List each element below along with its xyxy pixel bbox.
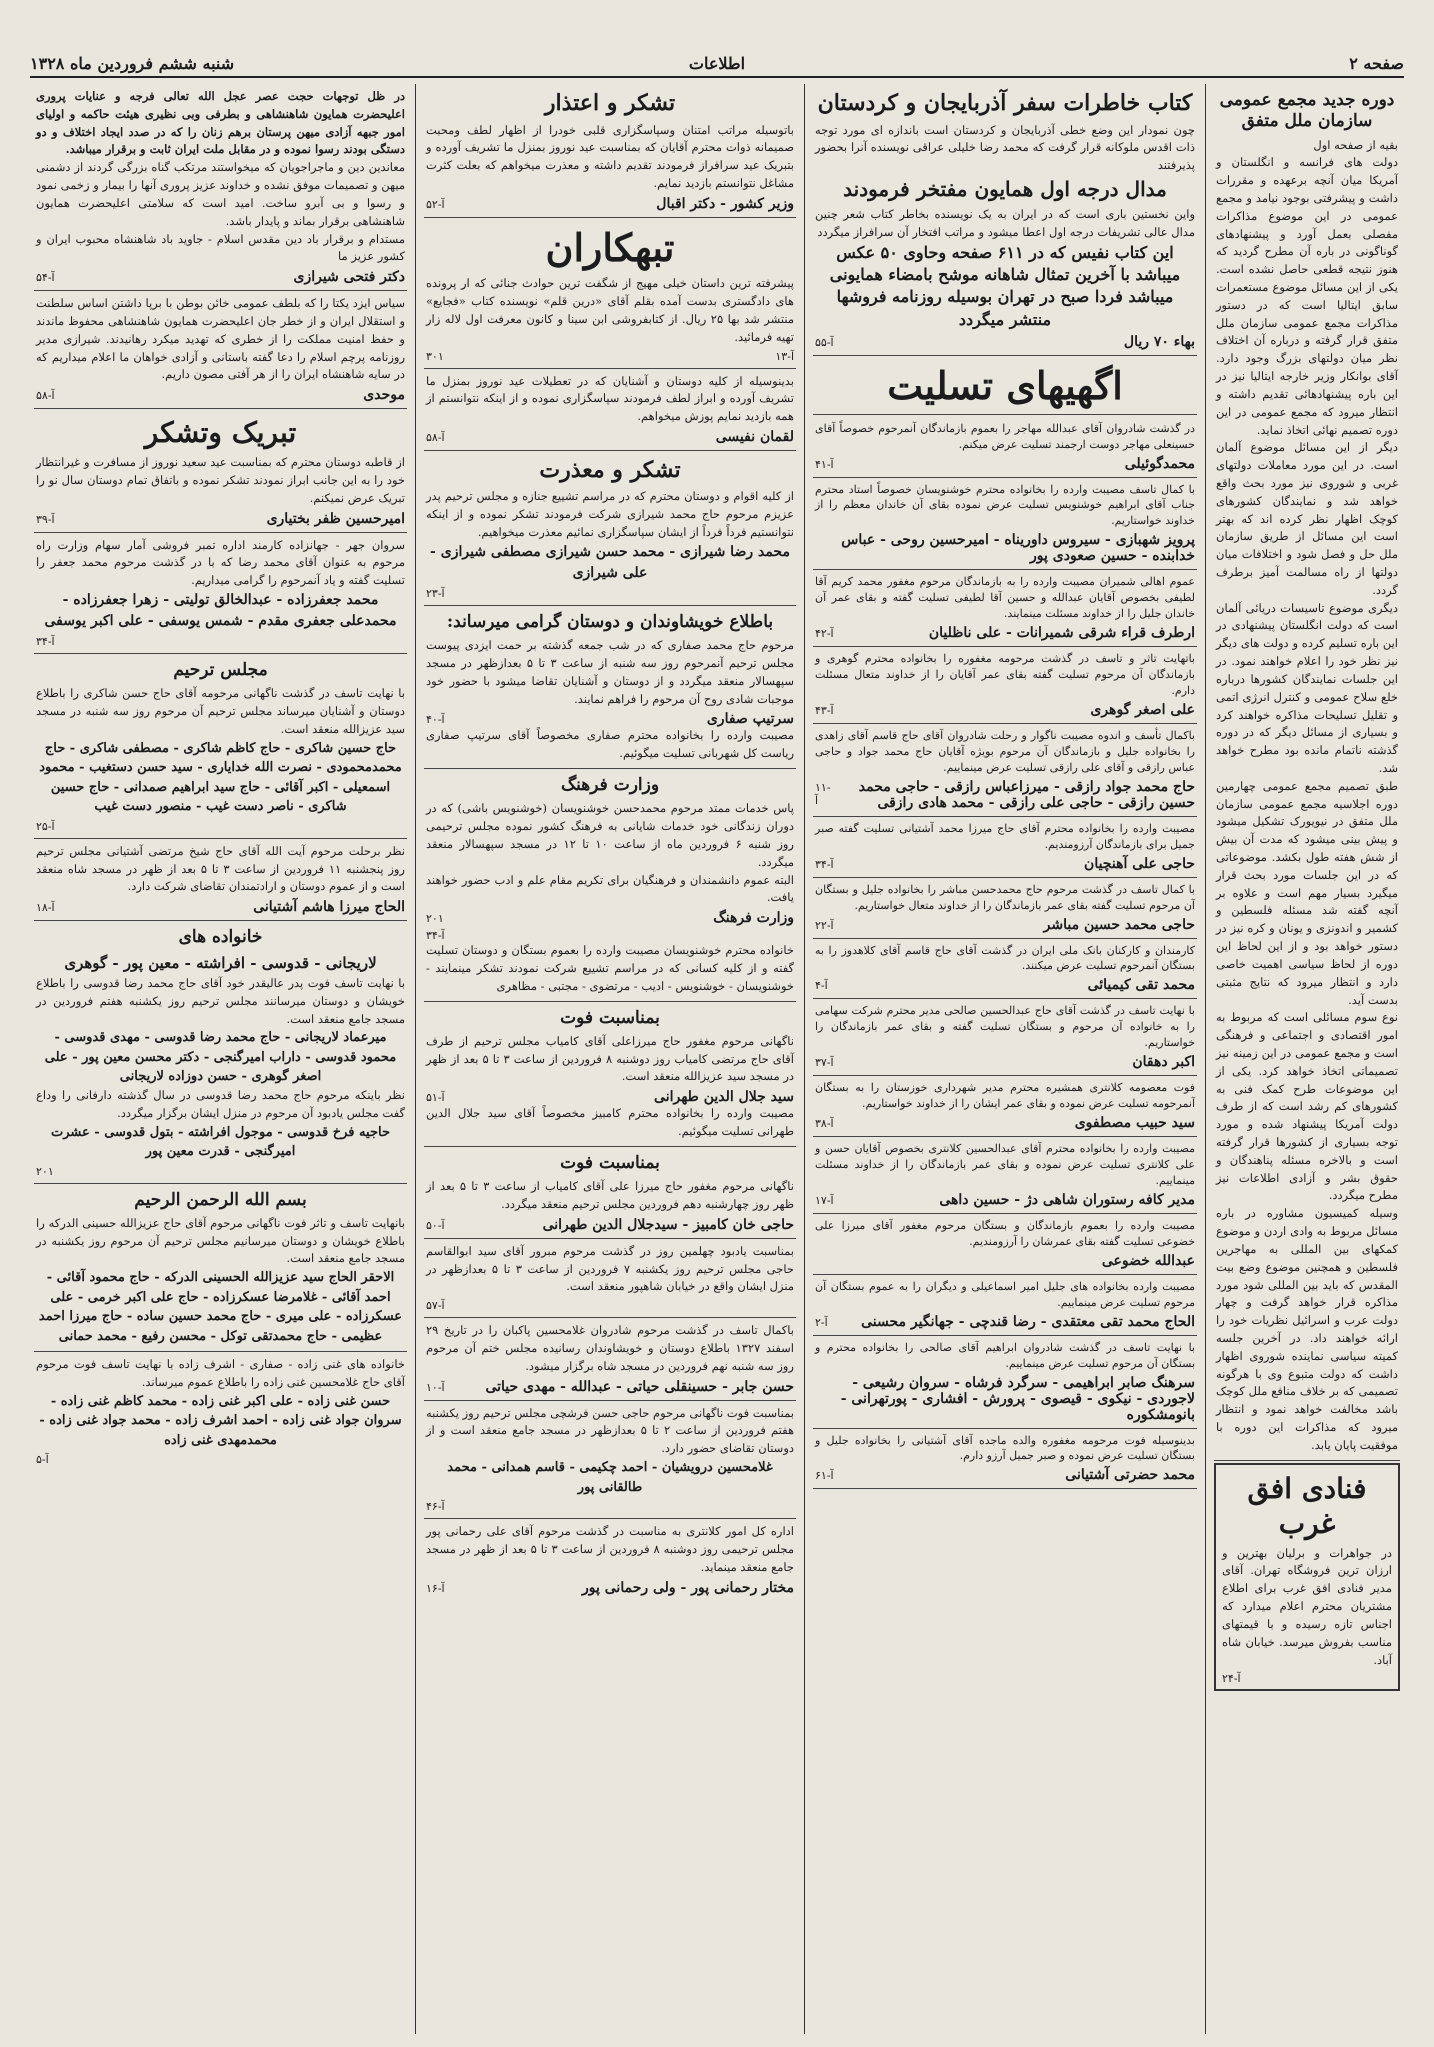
column-un-assembly [1210, 84, 1404, 2034]
condolence-ad [813, 570, 1197, 647]
notice-code: ۵۴-آ [36, 271, 55, 285]
condolence-ad [813, 1214, 1197, 1275]
notice-signature: سرتیپ صفاری [706, 711, 794, 728]
notice-code: ۱۶-آ [426, 1581, 445, 1595]
ad-code: ۴۳-آ [815, 703, 834, 717]
notice-code: ۱۳-آ [775, 349, 794, 363]
notice-signature: دکتر فتحی شیرازی [293, 269, 405, 286]
notice-code: ۵۰-آ [426, 1218, 445, 1232]
families-notice [34, 921, 407, 1183]
notice-signature: لقمان نفیسی [715, 428, 794, 445]
ad-text: فوت معصومه کلانتری همشیره محترم مدیر شهرداری خوزستان را به بستگان آنمرحومه تسلیت عرض نموده و بقای عمر ایشان را از خداوند خواستاریم. [815, 1081, 1195, 1111]
page-label: صفحه ۲ [1349, 53, 1404, 73]
ad-text: باتهایت تاثر و تاسف در گذشت مرحومه مغفوره را بخانواده محترم گوهری و بازماندگان آن مرحوم تسلیت گفته بقای عمر آقایان را از خداوند متعال مسئلت دارم. [815, 652, 1195, 697]
notice-signature: وزیر کشور - دکتر اقبال [656, 195, 794, 212]
notice-text: سروان جهر - جهانزاده کارمند اداره تمبر فروشی آمار سهام وزارت راه مرحوم به عنوان آقای محمد رضا که با در گذشت مرحوم محمد جعفر را تسلیت گفته و یاد آنمرحوم را گرامی میداریم. [36, 537, 405, 588]
column-divider [415, 84, 416, 2034]
notice-signature: حسن غنی زاده - علی اکبر غنی زاده - محمد کاظم غنی زاده - سروان جواد غنی زاده - احمد اشرف زاده - محمد جواد غنی زاده - محمدمهدی غنی زاده [39, 1393, 402, 1448]
ad-code: ۲۲-آ [815, 918, 834, 932]
book-title: کتاب خاطرات سفر آذربایجان و کردستان [817, 90, 1193, 116]
notice-signature: غلامحسین درویشیان - احمد چکیمی - قاسم همدانی - محمد طالقانی پور [447, 1460, 773, 1495]
memorial-notice [424, 1519, 796, 1600]
condolence-ad [813, 478, 1197, 571]
book-code: ۵۵-آ [815, 336, 834, 350]
notice-code: ۲۳-آ [426, 586, 445, 600]
notice-text: بمناسبت فوت ناگهانی مرحوم حاجی حسن فرشچی مجلس ترحیم روز یکشنبه هفتم فروردین از ساعت ۲ تا ۵ بعدازظهر در مسجد جامع منعقد است و از دوستان تقاضای حضور دارد. [426, 1405, 795, 1456]
gratitude-statement [34, 291, 407, 409]
top-rule [30, 76, 1404, 78]
book-price: بهاء ۷۰ ریال [1123, 334, 1195, 351]
condolence-ads-list [813, 417, 1197, 1490]
article-paragraph: طبق تصمیم مجمع عمومی چهارمین دوره اجلاسیه مجمع عمومی سازمان ملل متفق در نیویورک تشکیل میشود و پیش بینی میشود که مدت آن بیش از شش هفته طول بکشد. موضوعاتی که در این جلسات مورد بحث قرار میگیرد بسیار مهم است و علاوه بر آنچه گفته شد مسئله فلسطین و کشمیر و اندونزی و یونان و کره نیز در دستور خواهد بود و از این لحاظ این دوره از لحاظ سیاسی اهمیت خاصی دارد و انتظار میرود که نتایج مثبتی بدست آید. [1216, 778, 1398, 1007]
ad-code: ۱۱-آ [815, 780, 831, 807]
ad-text: باکمال تأسف و اندوه مصیبت ناگوار و رحلت شادروان آقای حاج قاسم آقای زاهدی را بخانواده جلیل و بازماندگان آن مرحوم بویژه آقایان حاج محمد جواد و حاجی عباس رازقی و آقای علی رازقی تسلیت عرض مینماییم. [815, 728, 1195, 774]
notice-title: تبهکاران [545, 224, 675, 270]
ad-text: در جواهرات و برلیان بهترین و ارزان ترین فروشگاه تهران. آقای مدیر فنادی افق غرب برای اطلاع مشتریان محترم اعلام میدارد که اجناس تازه رسیده و با قیمتهای مناسب بفروش میرسد. خیابان شاه آباد. [1222, 1545, 1392, 1667]
notice-signature: محمد رضا شیرازی - محمد حسن شیرازی مصطفی شیرازی - علی شیرازی [430, 543, 790, 581]
notice-text: نظر برحلت مرحوم آیت الله آقای حاج شیخ مرتضی آشتیانی مجلس ترحیم روز پنجشنبه ۱۱ فروردین از ساعت ۳ تا ۵ بعد از ظهر در مسجد شاه منعقد است و از عموم دوستان و ارادتمندان تقاضای شرکت دارد. [36, 843, 405, 894]
loyalty-statement [34, 84, 407, 291]
notice-signature: حاجیه فرخ قدوسی - موجول افراشته - بتول قدوسی - عشرت امیرگنجی - قدرت معین پور [51, 1124, 390, 1159]
ad-title: فنادی افق غرب [1247, 1471, 1367, 1540]
ad-text: با کمال تاسف مصیبت وارده را بخانواده محترم خوشنویسان خصوصاً استاد محترم جناب آقای ابراهیم خوشنویس تسلیت عرض نموده بقای آن خاندان معظم را از خداوند خواستاریم. [815, 482, 1195, 528]
notice-code: ۲۰۱ [36, 1164, 54, 1178]
notice-text: خانواده محترم خوشنویسان مصیبت وارده را بعموم بستگان و دوستان تسلیت گفته و از کلیه کسانی که در مراسم تشییع شرکت نمودند تشکر مینمایند - خوشنویسان - خوشنویس - ادیب - مرتضوی - مجتبی - مظاهری [426, 943, 794, 993]
ad-code: ۴۲-آ [815, 627, 834, 641]
ad-signature: الحاج محمد تقی معتقدی - رضا قندچی - جهانگیر محسنی [861, 1313, 1195, 1330]
notice-text: بمناسبت یادبود چهلمین روز در گذشت مرحوم مبرور آقای سید ابوالقاسم حاجی مجلس ترحیم روز یکشنبه ۷ فروردین از ساعت ۳ تا ۵ بعدازظهر در منزل ایشان واقع در خیابان شاهپور منعقد است. [426, 1243, 794, 1294]
ad-signature: سید حبیب مصطفوی [1074, 1115, 1195, 1132]
condolence-ad [813, 1076, 1197, 1137]
ad-text: مصیبت وارده را بخانواده محترم آقای عبدالحسین کلانتری بخصوص آقایان حسن و علی کلانتری تسلیت عرض نموده و بقای عمر بازماندگان را از خداوند مسئلت مینماییم. [815, 1142, 1195, 1187]
notice-text: مصیبت وارده را بخانواده محترم صفاری مخصوصاً آقای سرتیپ صفاری ریاست کل شهربانی تسلیت میگوئیم. [426, 728, 794, 761]
notice-text: از کلیه اقوام و دوستان محترم که در مراسم تشییع جنازه و مجلس ترحیم پدر عزیزم مرحوم حاج محمد شیرازی شرکت فرمودند تشکر نموده و از اینکه نتوانستیم فرداً فرداً از ایشان سپاسگزاری نمائیم معذرت میخواهیم. [426, 489, 794, 540]
medal-title: مدال درجه اول همایون مفتخر فرمودند [843, 176, 1167, 201]
ashtiani-notice [34, 839, 407, 921]
notice-code: ۵۱-آ [426, 1091, 445, 1105]
employees-notice [34, 533, 407, 654]
ad-code: ۳۷-آ [815, 1056, 834, 1070]
notice-signature: حاج حسین شاکری - حاج کاظم شاکری - مصطفی شاکری - حاج محمدمحمودی - نصرت الله خدایاری - سید حسن دستغیب - محمود اسمعیلی - اکبر آقائی - حاج سید ابراهیم صمدانی - حاج حسین شاکری - ناصر دست غیب - منصور دست غیب [39, 740, 402, 815]
notice-text: خانواده های غنی زاده - صفاری - اشرف زاده با نهایت تاسف فوت مرحوم آقای حاج غلامحسین غنی زاده را باطلاع عموم میرساند. [36, 1357, 405, 1389]
notice-code: ۳۴-آ [36, 635, 55, 649]
ad-code: ۶۱-آ [815, 1469, 834, 1483]
memorial-service-notice [34, 654, 407, 839]
notice-signature: امیرحسین ظفر بختیاری [266, 510, 405, 527]
death-notice [424, 1002, 796, 1147]
condolence-ad [813, 1336, 1197, 1429]
notice-title: تشکر و اعتذار [544, 90, 676, 116]
article-paragraph: دولت های فرانسه و انگلستان و آمریکا میان آنچه برعهده و مقررات داشت و پیشرفتی بوجود نیامد و مجمع عمومی در این موضوع مذاکرات مفصلی بعمل آورد و پیشنهادهای گوناگونی در باره آن مطرح گردید که هنوز نتیجه قطعی حاصل نشده است. یکی از این مسائل موضوع مستعمرات سابق ایتالیا است که در دستور مذاکرات مجمع عمومی سازمان ملل متفق قرار گرفته و درباره آن اختلاف نظر میان دولتهای بزرگ وجود دارد. آقای بوانکار وزیر خارجه ایتالیا نیز در این باره پیشنهادهائی تقدیم داشته و انتظار میرود که مجمع عمومی در این دوره تصمیم نهائی اتخاذ نماید. [1216, 155, 1398, 437]
notice-text: باکمال تاسف در گذشت مرحوم شادروان غلامحسین پاکبان را در تاریخ ۲۹ اسفند ۱۳۲۷ باطلاع دوستان و خویشاوندان رسانیده مجلس ختم آن مرحوم روز سه شنبه نهم فروردین در مسجد شاه برگزار میشود. [426, 1323, 794, 1373]
condolence-ad [813, 417, 1197, 478]
notice-text: ناگهانی مرحوم مغفور حاج میرزا علی آقای کامیاب از ساعت ۳ تا ۵ بعد از ظهر روز چهارشنبه دهم فروردین مجلس ترحیم منعقد میگردد. [426, 1179, 794, 1211]
notice-code: ۱۰-آ [426, 1380, 445, 1394]
condolence-ad [813, 939, 1197, 1000]
book-offer: این کتاب نفیس که در ۶۱۱ صفحه وحاوی ۵۰ عکس میباشد با آخرین تمثال شاهانه موشح بامضاء همایونی میباشد فردا صبح در تهران بوسیله روزنامه فروشها منتشر میگردد [829, 242, 1181, 329]
ad-code: ۳۴-آ [815, 857, 834, 871]
ad-signature: ارطرف قراء شرقی شمیرانات - علی ناظلیان [928, 625, 1195, 642]
notice-text: با نهایت تاسف فوت پدر عالیقدر خود آقای حاج محمد رضا قدوسی را باطلاع خویشان و دوستان میرسانند مجلس ترحیم روز یکشنبه هفتم فروردین در مسجد جامع منعقد است. [36, 975, 405, 1026]
notice-title: بمناسبت فوت [560, 1007, 660, 1028]
notice-code: ۳۰۱ [426, 349, 444, 363]
notice-title: باطلاع خویشاوندان و دوستان گرامی میرساند: [446, 611, 774, 632]
article-un-assembly [1214, 84, 1400, 1461]
notice-text: البته عموم دانشمندان و فرهنگیان برای تکریم مقام علم و ادب حضور خواهند یافت. [426, 872, 794, 905]
condolence-ad [813, 1137, 1197, 1214]
notice-title: تشکر و معذرت [539, 456, 681, 483]
column-public-notices [30, 84, 411, 2034]
notice-title: تبریک وتشکر [144, 416, 297, 450]
notice-text: باتوسیله مراتب امتنان وسپاسگزاری قلبی خودرا از اظهار لطف ومحبت صمیمانه ذوات محترم آقایان که بمناسبت عید نوروز بمنزل ما تشریف آورده و بتبریک عید سرافراز فرمودند تقدیم داشته و معذرت میخواهم که بعلت کثرت مشاغل نتوانستم بازدید نمایم. [426, 122, 794, 190]
ad-text: بدینوسیله فوت مرحومه مغفوره والده ماجده آقای آشتیانی را بخانواده جلیل و بستگان تسلیت عرض نموده و صبر جمیل آرزو دارم. [815, 1433, 1195, 1463]
bismillah-notice [34, 1184, 407, 1353]
condolence-ad [813, 817, 1197, 878]
article-paragraph: دیگر از این مسائل موضوع آلمان است. در این مورد معاملات دولتهای غربی و شوروی نیز مورد بحث واقع خواهد شد و نمایندگان کشورهای کوچک اظهار نظر کرده اند که بهتر است این مسائل از طریق سازمان ملل حل و فصل شود و اختلافات میان دولتها از راه مسالمت آمیز برطرف گردد. [1216, 440, 1398, 597]
notice-title: خانواده های [178, 927, 263, 948]
notice-text: بدینوسیله از کلیه دوستان و آشنایان که در تعطیلات عید نوروز بمنزل ما تشریف آورده و ابراز لطف فرمودند سپاسگزاری نموده و از اینکه نتوانستم از همه بازدید نمایم پوزش میخواهم. [426, 373, 794, 424]
paper-name: اطلاعات [688, 53, 746, 73]
notice-code: ۲۰۱ [426, 912, 444, 926]
relatives-notice [424, 606, 796, 769]
ad-signature: محمدگوئیلی [1124, 455, 1195, 472]
notice-title: بمناسبت فوت [560, 1152, 660, 1173]
ad-text: در گذشت شادروان آقای عبدالله مهاجر را بعموم بازماندگان آنمرحوم خصوصاً آقای حسینعلی مهاجر دوست ارجمند تسلیت عرض میکنم. [815, 421, 1195, 451]
column-divider [804, 84, 805, 2034]
notice-text: پاس خدمات ممتد مرحوم محمدحسن خوشنویسان (خوشنویس باشی) که در دوران زندگانی خود خدمات شایانی به فرهنگ کشور نموده مجلس ترحیمی روز شنبه ۶ فروردین ماه از ساعت ۱۰ تا ۱۲ در مسجد سپهسالار منعقد میگردد. [426, 801, 794, 869]
ad-signature: حاجی علی آهنچیان [1084, 855, 1195, 872]
ad-code: ۳۸-آ [815, 1117, 834, 1131]
mourning-notice [424, 1318, 796, 1400]
ad-code: ۱۷-آ [815, 1193, 834, 1207]
notice-code: ۴۰-آ [426, 713, 445, 727]
notice-text: بانهایت تاسف و تاثر فوت ناگهانی مرحوم آقای حاج عزیزالله حسینی الدرکه را باطلاع خویشان و دوستان میرسانیم مجلس ترحیم آن مرحوم روز یکشنبه در مسجد جامع منعقد است. [36, 1215, 405, 1266]
notice-text: سیاس ایزد یکتا را که بلطف عمومی خائن بوطن با برپا داشتن اساس سلطنت و استقلال ایران و از خطر جان اعلیحضرت همایون شاهنشاهی محفوظ ماندند و حفظ امنیت مملکت را از خطری که تهدید میکرد رهانیدند. شیرازی مدیر روزنامه پرچم اسلام را دعا گفته باستانی و آزادی خواهان ما اعلام میداریم که در سایه شاهنشاه ایران را از هر آفتی مصون داریم. [36, 296, 405, 382]
condolence-header: اگهیهای تسلیت [813, 362, 1197, 415]
ad-signature: علی اصغر گوهری [1090, 701, 1195, 718]
column-notices [420, 84, 800, 2034]
ad-code: ۲-آ [815, 1315, 828, 1329]
notice-signature: الاحقر الحاج سید عزیزالله الحسینی الدرکه - حاج محمود آقائی - احمد آقائی - غلامرضا عسکرزاده - حاج علی اکبر خرمی - علی عسکرزاده - علی میری - حاج محمد حسین ساده - حاج میرزا احمد عظیمی - حاج محمدتقی توکل - محسن رفیع - محمد حمانی [38, 1270, 403, 1344]
ad-signature: مدیر کافه رستوران شاهی دژ - حسین داهی [939, 1191, 1195, 1208]
notice-code: ۵۲-آ [426, 197, 445, 211]
notice-subtitle: لاریجانی - قدوسی - افراشته - معین پور - گوهری [64, 954, 377, 973]
ad-text: مصیبت وارده بخانواده های جلیل امیر اسماعیلی و دیگران را به عموم بستگان آن مرحوم تسلیت عرض مینماییم. [815, 1279, 1195, 1309]
notice-code: ۵-آ [36, 1453, 49, 1467]
notice-title: بسم الله الرحمن الرحیم [134, 1189, 307, 1210]
condolence-ad [813, 878, 1197, 939]
medal-text: واین نخستین باری است که در ایران به یک نویسنده بخاطر کتاب شعر چنین مدال عالی تشریفات درجه اول اعطا میشود و مراتب افتخار آن سرافراز میگردد [815, 206, 1195, 239]
condolence-ad [813, 999, 1197, 1076]
culture-ministry-notice [424, 769, 796, 1002]
ad-text: با نهایت تاسف در گذشت آقای حاج عبدالحسین صالحی مدیر محترم شرکت سهامی را به خانواده آن مرحوم و بستگان تسلیت گفته و بقای عمر بازماندگان را خواستاریم. [815, 1004, 1195, 1050]
notice-code: ۵۸-آ [426, 430, 445, 444]
article-headline: دوره جدید مجمع عمومی سازمان ملل متفق [1219, 90, 1395, 132]
notice-text: مستدام و برقرار باد دین مقدس اسلام - جاوید باد شاهنشاه محبوب ایران و کشور عزیز ما [36, 231, 405, 264]
ad-code: ۴۱-آ [815, 457, 834, 471]
notice-code: ۳۴-آ [426, 929, 445, 943]
notice-signature: مختار رحمانی پور - ولی رحمانی پور [582, 1579, 794, 1596]
thanks-apology-notice [424, 451, 796, 606]
notice-signature: محمد جعفرزاده - عبدالخالق تولیتی - زهرا جعفرزاده - محمدعلی جعفری مقدم - شمس یوسفی - علی اکبر یوسفی [44, 592, 397, 630]
notice-text: پیشرفته ترین داستان خیلی مهیج از شگفت ترین حوادث جنائی که ار پرونده های دادگستری بدست آمده بقلم آقای «درین قلم» نویسنده کتاب «فجایع» منتشر شد بها ۲۵ ریال. از کتابفروشی ابن سینا و کانون معرفت اول لاله زار تهیه فرمائید. [426, 276, 794, 344]
notice-text: مرحوم حاج محمد صفاری که در شب جمعه گذشته بر حمت ایزدی پیوست مجلس ترحیم آنمرحوم روز سه شنبه از ساعت ۳ تا ۵ بعدازظهر در مسجد سپهسالار منعقد میگردد و از دوستان و آشنایان تقاضا میشود با حضور خود موجبات شادی روح آن مرحوم را فراهم نمایند. [426, 638, 795, 706]
memorial-notice [424, 1239, 796, 1318]
jeweler-ad [1214, 1463, 1400, 1692]
notice-signature: حاجی خان کامبیز - سیدجلال الدین طهرانی [542, 1216, 794, 1233]
death-notice [424, 1147, 796, 1239]
notice-code: ۵۷-آ [426, 1299, 445, 1313]
notice-code: ۱۸-آ [36, 901, 55, 915]
condolence-ad [813, 1429, 1197, 1490]
book-ad [813, 84, 1197, 356]
article-paragraph: نوع سوم مسائلی است که مربوط به امور اقتصادی و اجتماعی و فرهنگی است و مجمع عمومی در این زمینه نیز تصمیماتی اتخاذ خواهد کرد. یکی از این موضوعات طرح کمک فنی به کشورهای کم رشد است که از طرف دولت آمریکا پیشنهاد شده و مورد توجه بسیاری از کشورها قرار گرفته است و بالاخره مسئله پناهندگان و حقوق بشر و آزادی اطلاعات نیز مطرح میگردد. [1216, 1010, 1398, 1203]
thanks-notice [424, 84, 796, 218]
ad-signature: محمد حضرتی آشتیانی [1065, 1467, 1195, 1484]
ad-signature: سرهنگ صابر ابراهیمی - سرگرد فرشاه - سروان رشیعی - لاجوردی - نیکوی - قیصوی - پرورش - افشاری - پورتهرانی - بانومشکوره [840, 1374, 1195, 1423]
ad-signature: حاج محمد جواد رازقی - میرزاعباس رازقی - حاجی محمد حسین رازقی - حاجی علی رازقی - محمد هادی رازقی [858, 778, 1195, 811]
condolence-ad [813, 647, 1197, 724]
notice-text: معاندین دین و ماجراجویان که میخواستند مرتکب گناه بزرگی گردند از دشمنی میهن و تصمیمات موفق نشده و خداوند عزیز پروری آنها را بیمار و زخمی نمود و رسوا و بی آبرو ساخت. امید است که سلامتی اعلیحضرت همایون شاهنشاهی برقرار بماند و پایدار باشد. [36, 160, 405, 228]
article-paragraph: دیگری موضوع تاسیسات دریائی آلمان است که دولت انگلستان پیشنهادی در این باره تسلیم کرده و دولت های دیگر نیز نظر خود را اعلام خواهند نمود. در این جلسات نمایندگان کشورها درباره خلع سلاح عمومی و کنترل انرژی اتمی و تقلیل تسلیحات مذاکره خواهند کرد و بسیاری از مسائل دیگر که در دوره گذشته ناتمام مانده بود مطرح خواهد شد. [1216, 600, 1398, 775]
notice-signature: موحدی [363, 387, 405, 404]
notice-text: از قاطبه دوستان محترم که بمناسبت عید سعید نوروز از مسافرت و غیرانتظار خود را به این جانب ابراز نمودند تشکر نموده و باتفاق تمام دوستان سال نو را تبریک عرض نمیکنم. [36, 455, 405, 505]
ad-text: کارمندان و کارکنان بانک ملی ایران در گذشت آقای حاج قاسم آقای کلاهدوز را به بستگان آنمرحوم تسلیت عرض میکنند. [815, 943, 1195, 973]
notice-code: ۳۹-آ [36, 512, 55, 526]
notice-text: اداره کل امور کلانتری به مناسبت در گذشت مرحوم آقای علی رحمانی پور مجلس ترحیمی روز دوشنبه ۸ فروردین از ساعت ۳ تا ۵ بعد از ظهر در مسجد جامع منعقد مینماید. [426, 1524, 794, 1574]
notice-text: ناگهانی مرحوم مغفور حاج میرزاعلی آقای کامیاب مجلس ترحیم از طرف آقای حاج مرتضی کامیاب روز دوشنبه ۸ فروردین از ساعت ۳ تا ۵ بعد از ظهر در مسجد سید عزیزالله منعقد است. [426, 1033, 794, 1084]
ad-text: مصیبت وارده را بخانواده محترم آقای حاج میرزا محمد آشتیانی تسلیت گفته صبر جمیل برای بازماندگان آرزومندیم. [815, 821, 1195, 851]
book-sinners-ad [424, 218, 796, 369]
ad-code: ۲۴-آ [1222, 1672, 1241, 1686]
notice-text: نظر باینکه مرحوم حاج محمد رضا قدوسی در سال گذشته دارفانی را وداع گفت مجلس یادبود آن مرحوم در منزل ایشان برگزار میگردد. [36, 1087, 405, 1120]
ad-signature: اکبر دهقان [1132, 1054, 1195, 1071]
notice-code: ۵۸-آ [36, 389, 55, 403]
nafisi-notice [424, 369, 796, 451]
ad-text: عموم اهالی شمیران مصیبت وارده را به بازماندگان مرحوم مغفور محمد کریم آقا لطیفی بخصوص آقایان عبدالله و حسین آقا لطیفی تسلیت گفته و بقای عمر آن خاندان جلیل را از خداوند مسئلت مینمایند. [815, 575, 1195, 621]
masthead [30, 52, 1404, 74]
notice-signature: حسن جابر - حسینقلی حیاتی - عبدالله - مهدی حیاتی [485, 1378, 794, 1395]
memorial-notice [424, 1401, 796, 1519]
congrats-notice [34, 409, 407, 532]
ghanizadeh-notice [34, 1352, 407, 1471]
notice-code: ۲۵-آ [36, 819, 55, 833]
notice-signature: الحاج میرزا هاشم آشتیانی [253, 899, 405, 916]
book-text: چون نمودار این وضع خطی آذربایجان و کردستان است باندازه ای مورد توجه ذات اقدس ملوکانه قرار گرفت که محمد رضا خلیلی عراقی نویسنده آنرا بحضور پذیرفتند [815, 122, 1195, 173]
notice-signature: میرعماد لاریجانی - حاج محمد رضا قدوسی - مهدی قدوسی - محمود قدوسی - داراب امیرگنجی - دکتر محسن معین پور - علی اصغر گوهری - حسن دوزاده لاریجانی [44, 1030, 397, 1085]
column-divider [1205, 84, 1206, 2034]
notice-signature: سید جلال الدین طهرانی [654, 1089, 794, 1106]
notice-text: با نهایت تاسف در گذشت ناگهانی مرحومه آقای حاج حسن شاکری را باطلاع دوستان و آشنایان میرساند مجلس ترحیم آن مرحوم روز سه شنبه در مسجد سید عزیزالله منعقد است. [36, 686, 405, 736]
ad-signature: محمد تقی کیمیائی [1087, 977, 1195, 994]
ad-signature: پرویز شهبازی - سیروس داوریناه - امیرحسین روحی - عباس خدابنده - حسین صعودی پور [841, 532, 1195, 565]
ad-text: با کمال تاسف در گذشت مرحوم حاج محمدحسن مباشر را بخانواده جلیل و بستگان آن مرحوم تسلیت گفته بقای عمر بازماندگان را از خداوند متعال خواستاریم. [815, 882, 1195, 912]
condolence-ad [813, 724, 1197, 817]
notice-title: وزارت فرهنگ [560, 775, 660, 795]
date-line: شنبه ششم فروردین ماه ۱۳۲۸ [30, 53, 235, 73]
ad-signature: عبدالله خضوعی [1101, 1252, 1195, 1269]
notice-text: مصیبت وارده را بخانواده محترم کامبیز مخصوصاً آقای سید جلال الدین طهرانی تسلیت میگوئیم. [426, 1106, 794, 1139]
ad-code: ۴-آ [815, 979, 828, 993]
notice-title: مجلس ترحیم [173, 660, 268, 681]
ad-text: با نهایت تاسف در گذشت شادروان ابراهیم آقای صالحی را بخانواده محترم و بستگان آن مرحوم تسلیت عرض مینماییم. [815, 1340, 1195, 1370]
notice-signature: وزارت فرهنگ [713, 910, 794, 927]
ad-signature: حاجی محمد حسین مباشر [1043, 916, 1195, 933]
notice-text: در ظل توجهات حجت عصر عجل الله تعالی فرجه و عنایات پروری اعلیحضرت همایون شاهنشاهی و بطرفی وبی نظیری هیئت حاکمه و اولیای امور جبهه آزادی میهن پرستان برهم زنان را که در صدد ایجاد اختلاف و دو دستگی بودند رسوا نموده و در مقابل ملت ایران ثابت و برقرار میباشد. [36, 89, 405, 157]
notice-code: ۴۶-آ [426, 1500, 445, 1514]
condolence-ad [813, 1275, 1197, 1336]
column-book-condolences [809, 84, 1201, 2034]
article-paragraph: وسیله کمیسیون مشاوره در باره مسائل مربوط به وادی اردن و موضوع کمکهای بین المللی به مهاجرین فلسطین و همچنین موضوع وضع بیت المقدس که باید بین المللی شود مورد مذاکره قرار خواهد گرفت و چهار دولت عرب و اسرائیل نظریات خود را ارائه خواهند داد. در آخرین جلسه کمیته سیاسی نماینده شوروی اظهار داشت که دولت متبوع وی با هرگونه تصمیمی که بر خلاف منافع ملل کوچک باشد مخالفت خواهد نمود و انتظار میرود که مذاکرات این دوره با موفقیت پایان یابد. [1216, 1206, 1398, 1452]
ad-text: مصیبت وارده را بعموم بازماندگان و بستگان مرحوم مغفور آقای میرزا علی خضوعی تسلیت گفته بقای عمرشان را آرزومندیم. [815, 1218, 1195, 1248]
article-subheader: بقیه از صفحه اول [1313, 137, 1398, 152]
